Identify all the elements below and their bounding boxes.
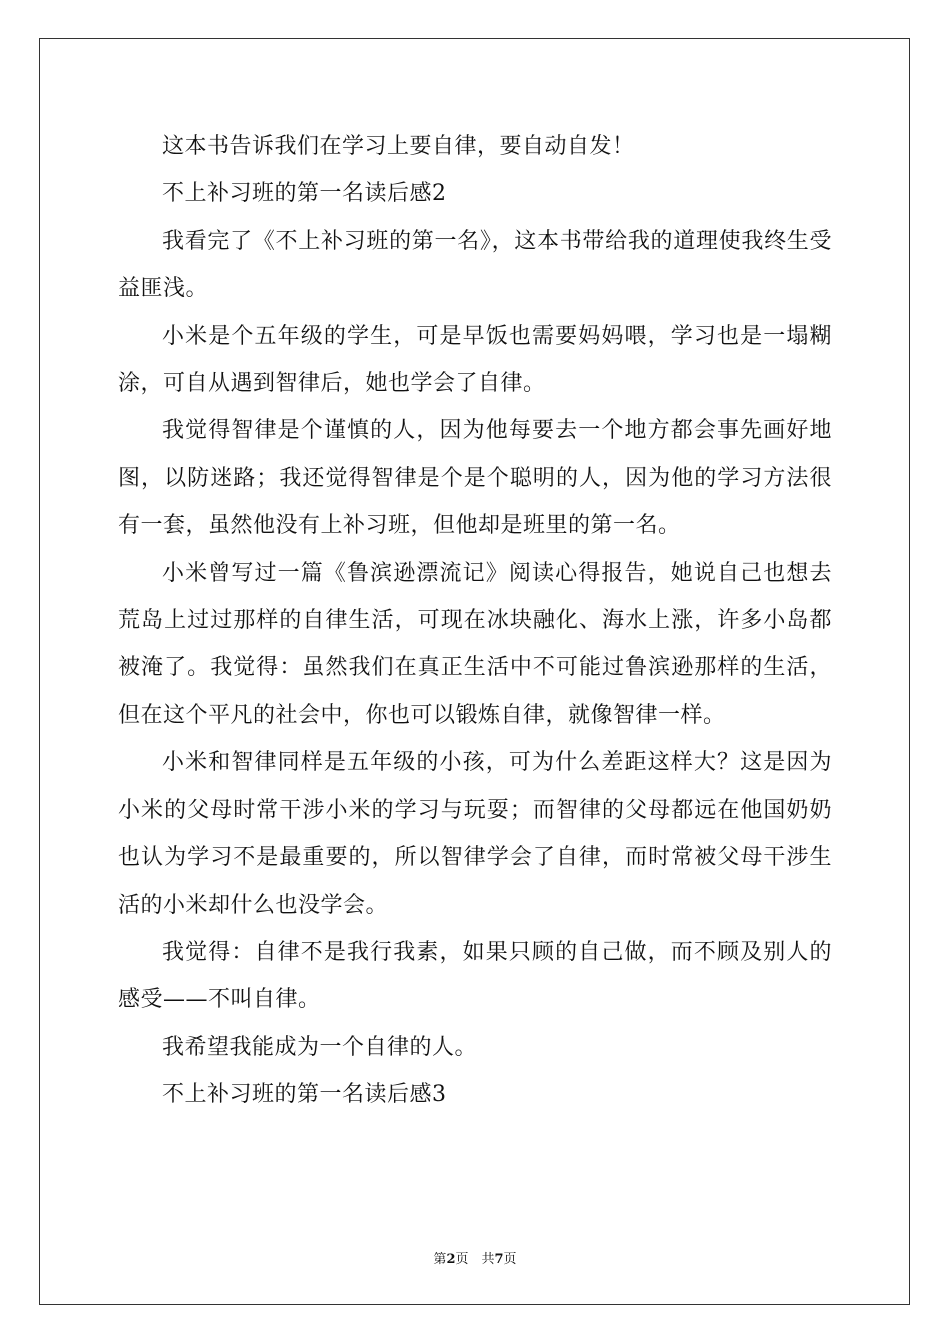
page-mid: 页 共	[455, 1252, 495, 1267]
paragraph: 我希望我能成为一个自律的人。	[162, 1034, 478, 1060]
page-prefix: 第	[433, 1252, 447, 1267]
paragraph: 小米和智律同样是五年级的小孩，可为什么差距这样大？这是因为小米的父母时常干涉小米的学习与玩耍；而智律的父母都远在他国奶奶也认为学习不是最重要的，所以智律学会了自律，而时常被父母干涉生活的小米却什么也没学会。	[118, 750, 832, 918]
page-current: 2	[446, 1252, 456, 1267]
document-body	[118, 123, 832, 1119]
page-footer	[0, 1248, 950, 1267]
paragraph: 这本书告诉我们在学习上要自律，要自动自发！	[162, 134, 635, 159]
paragraph: 我看完了《不上补习班的第一名》，这本书带给我的道理使我终生受益匪浅。	[118, 228, 832, 302]
section-heading: 不上补习班的第一名读后感3	[162, 1082, 447, 1108]
paragraph: 我觉得智律是个谨慎的人，因为他每要去一个地方都会事先画好地图，以防迷路；我还觉得智律是个是个聪明的人，因为他的学习方法很有一套，虽然他没有上补习班，但他却是班里的第一名。	[118, 418, 832, 539]
paragraph: 我觉得：自律不是我行我素，如果只顾的自己做，而不顾及别人的感受——不叫自律。	[118, 939, 832, 1013]
paragraph: 小米是个五年级的学生，可是早饭也需要妈妈喂，学习也是一塌糊涂，可自从遇到智律后，她也学会了自律。	[118, 323, 832, 397]
page-suffix: 页	[503, 1252, 517, 1267]
page-total: 7	[494, 1252, 504, 1267]
section-heading: 不上补习班的第一名读后感2	[162, 181, 447, 207]
paragraph: 小米曾写过一篇《鲁滨逊漂流记》阅读心得报告，她说自己也想去荒岛上过过那样的自律生活，可现在冰块融化、海水上涨，许多小岛都被淹了。我觉得：虽然我们在真正生活中不可能过鲁滨逊那样的生活，但在这个平凡的社会中，你也可以锻炼自律，就像智律一样。	[118, 560, 832, 728]
